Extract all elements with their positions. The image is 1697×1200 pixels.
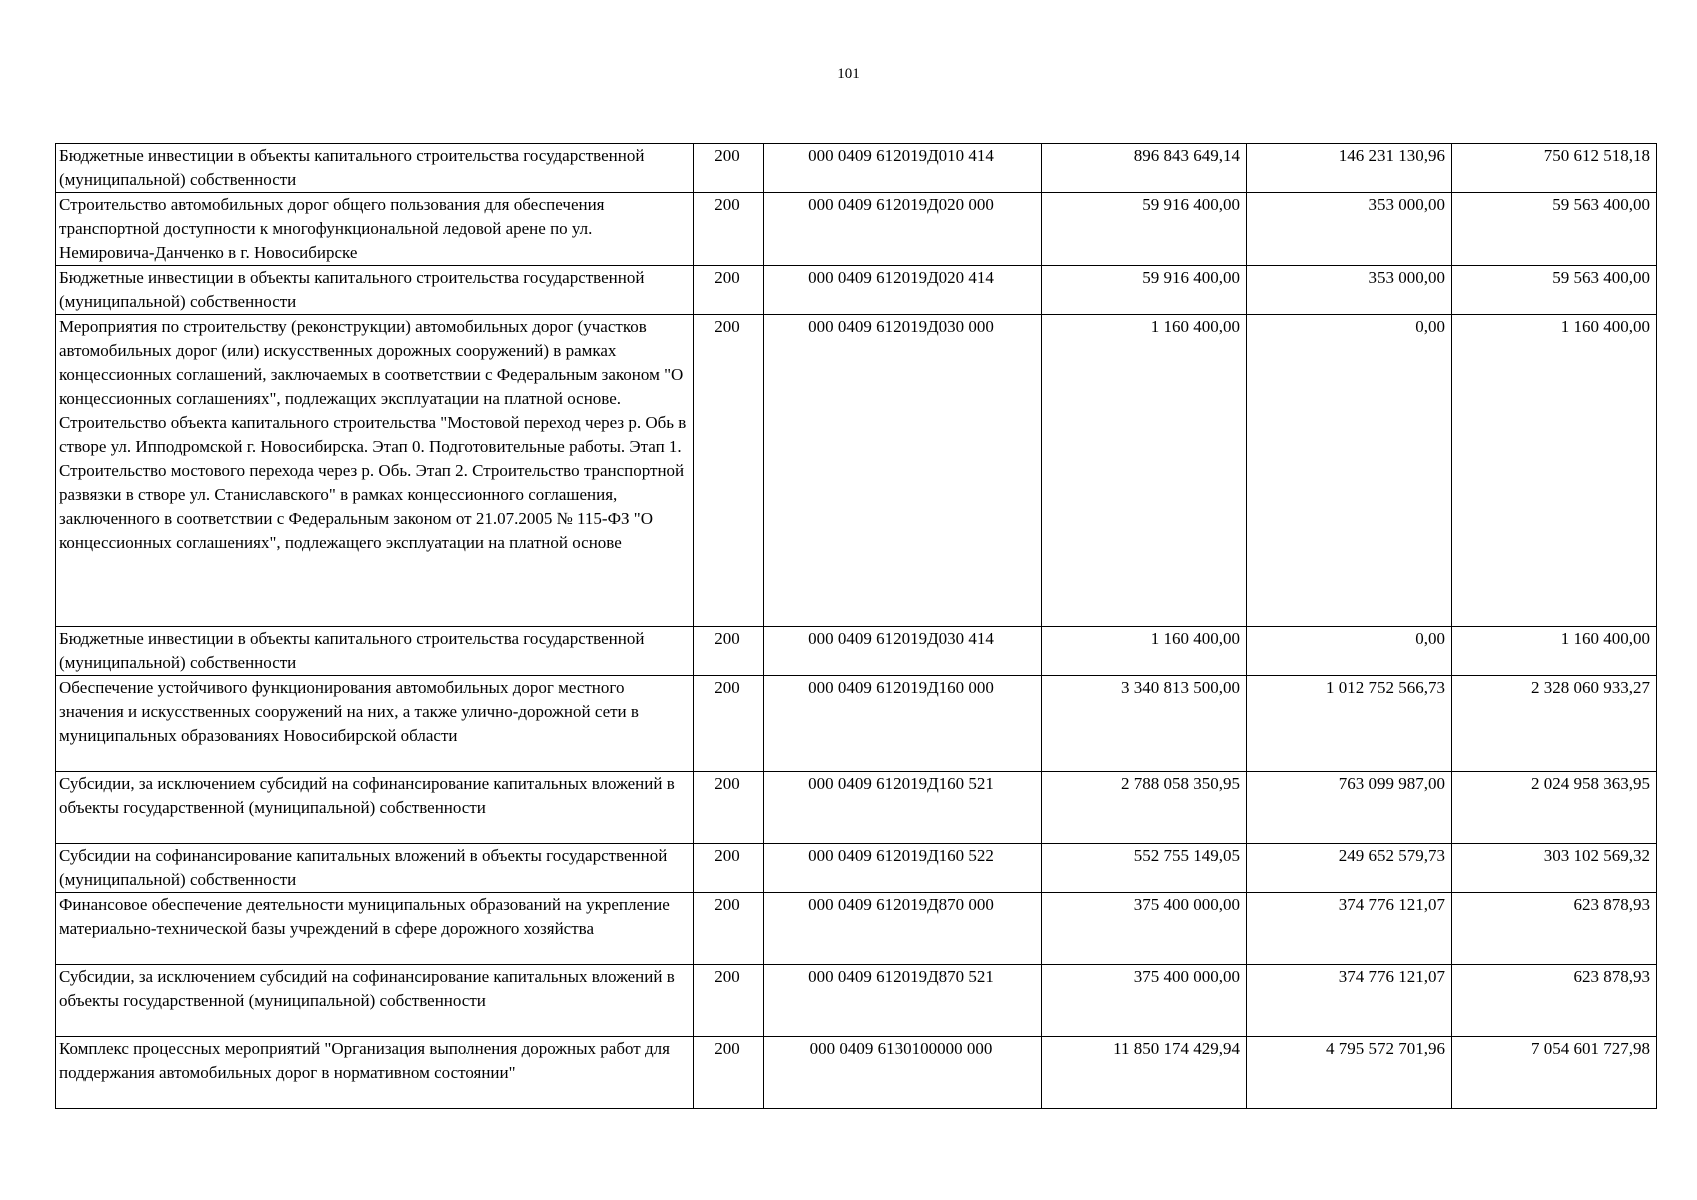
row-executed: 146 231 130,96 <box>1247 144 1452 193</box>
row-approved: 375 400 000,00 <box>1042 965 1247 1037</box>
row-approved: 1 160 400,00 <box>1042 315 1247 627</box>
row-unexecuted: 1 160 400,00 <box>1452 627 1657 676</box>
row-code: 200 <box>694 315 764 627</box>
row-unexecuted: 623 878,93 <box>1452 893 1657 965</box>
row-executed: 4 795 572 701,96 <box>1247 1037 1452 1109</box>
row-executed: 374 776 121,07 <box>1247 893 1452 965</box>
row-classification-code: 000 0409 612019Д010 414 <box>764 144 1042 193</box>
row-name: Субсидии на софинансирование капитальных вложений в объекты государственной (муниципальной) собственности <box>56 844 694 893</box>
row-name: Бюджетные инвестиции в объекты капитального строительства государственной (муниципальной) собственности <box>56 627 694 676</box>
row-approved: 2 788 058 350,95 <box>1042 772 1247 844</box>
row-executed: 1 012 752 566,73 <box>1247 676 1452 772</box>
row-approved: 375 400 000,00 <box>1042 893 1247 965</box>
row-classification-code: 000 0409 612019Д020 000 <box>764 193 1042 266</box>
row-unexecuted: 623 878,93 <box>1452 965 1657 1037</box>
row-approved: 11 850 174 429,94 <box>1042 1037 1247 1109</box>
row-code: 200 <box>694 1037 764 1109</box>
row-code: 200 <box>694 844 764 893</box>
table-row <box>56 627 1657 676</box>
row-code: 200 <box>694 965 764 1037</box>
row-code: 200 <box>694 893 764 965</box>
row-approved: 896 843 649,14 <box>1042 144 1247 193</box>
row-name: Субсидии, за исключением субсидий на софинансирование капитальных вложений в объекты государственной (муниципальной) собственности <box>56 772 694 844</box>
table-row <box>56 844 1657 893</box>
row-executed: 353 000,00 <box>1247 193 1452 266</box>
row-name: Финансовое обеспечение деятельности муниципальных образований на укрепление материально-технической базы учреждений в сфере дорожного хозяйства <box>56 893 694 965</box>
row-unexecuted: 303 102 569,32 <box>1452 844 1657 893</box>
row-executed: 0,00 <box>1247 627 1452 676</box>
table-row <box>56 676 1657 772</box>
table-row <box>56 193 1657 266</box>
row-executed: 763 099 987,00 <box>1247 772 1452 844</box>
row-code: 200 <box>694 627 764 676</box>
row-executed: 0,00 <box>1247 315 1452 627</box>
row-name: Строительство автомобильных дорог общего пользования для обеспечения транспортной доступности к многофункциональной ледовой арене по ул. Немировича-Данченко в г. Новосибирске <box>56 193 694 266</box>
row-approved: 1 160 400,00 <box>1042 627 1247 676</box>
row-classification-code: 000 0409 612019Д870 521 <box>764 965 1042 1037</box>
budget-table <box>55 143 1657 1109</box>
row-approved: 59 916 400,00 <box>1042 266 1247 315</box>
row-classification-code: 000 0409 612019Д030 414 <box>764 627 1042 676</box>
row-unexecuted: 59 563 400,00 <box>1452 193 1657 266</box>
row-classification-code: 000 0409 612019Д020 414 <box>764 266 1042 315</box>
row-classification-code: 000 0409 612019Д160 000 <box>764 676 1042 772</box>
row-unexecuted: 1 160 400,00 <box>1452 315 1657 627</box>
table-row <box>56 315 1657 627</box>
row-approved: 59 916 400,00 <box>1042 193 1247 266</box>
table-row <box>56 1037 1657 1109</box>
row-name: Обеспечение устойчивого функционирования автомобильных дорог местного значения и искусственных сооружений на них, а также улично-дорожной сети в муниципальных образованиях Новосибирской области <box>56 676 694 772</box>
row-code: 200 <box>694 676 764 772</box>
row-classification-code: 000 0409 612019Д160 522 <box>764 844 1042 893</box>
row-executed: 374 776 121,07 <box>1247 965 1452 1037</box>
row-name: Бюджетные инвестиции в объекты капитального строительства государственной (муниципальной) собственности <box>56 144 694 193</box>
table-row <box>56 144 1657 193</box>
page-number: 101 <box>837 66 860 82</box>
row-code: 200 <box>694 193 764 266</box>
row-unexecuted: 2 024 958 363,95 <box>1452 772 1657 844</box>
row-code: 200 <box>694 772 764 844</box>
table-row <box>56 893 1657 965</box>
row-name: Бюджетные инвестиции в объекты капитального строительства государственной (муниципальной) собственности <box>56 266 694 315</box>
row-unexecuted: 750 612 518,18 <box>1452 144 1657 193</box>
budget-table-body <box>56 144 1657 1109</box>
row-unexecuted: 7 054 601 727,98 <box>1452 1037 1657 1109</box>
table-row <box>56 965 1657 1037</box>
row-name: Мероприятия по строительству (реконструкции) автомобильных дорог (участков автомобильных дорог (или) искусственных дорожных сооружений) в рамках концессионных соглашений, заключаемых в соответствии с Федеральным законом "О концессионных соглашениях", подлежащих эксплуатации на платной основе. Строительство объекта капитального строительства "Мостовой переход через р. Обь в створе ул. Ипподромской г. Новосибирска. Этап 0. Подготовительные работы. Этап 1. Строительство мостового перехода через р. Обь. Этап 2. Строительство транспортной развязки в створе ул. Станиславского" в рамках концессионного соглашения, заключенного в соответствии с Федеральным законом от 21.07.2005 № 115-ФЗ "О концессионных соглашениях", подлежащего эксплуатации на платной основе <box>56 315 694 627</box>
row-classification-code: 000 0409 612019Д030 000 <box>764 315 1042 627</box>
row-executed: 353 000,00 <box>1247 266 1452 315</box>
row-name: Комплекс процессных мероприятий "Организация выполнения дорожных работ для поддержания автомобильных дорог в нормативном состоянии" <box>56 1037 694 1109</box>
row-classification-code: 000 0409 612019Д870 000 <box>764 893 1042 965</box>
row-unexecuted: 2 328 060 933,27 <box>1452 676 1657 772</box>
row-code: 200 <box>694 144 764 193</box>
table-row <box>56 266 1657 315</box>
row-approved: 3 340 813 500,00 <box>1042 676 1247 772</box>
row-classification-code: 000 0409 6130100000 000 <box>764 1037 1042 1109</box>
row-approved: 552 755 149,05 <box>1042 844 1247 893</box>
table-row <box>56 772 1657 844</box>
row-name: Субсидии, за исключением субсидий на софинансирование капитальных вложений в объекты государственной (муниципальной) собственности <box>56 965 694 1037</box>
row-executed: 249 652 579,73 <box>1247 844 1452 893</box>
row-unexecuted: 59 563 400,00 <box>1452 266 1657 315</box>
row-code: 200 <box>694 266 764 315</box>
row-classification-code: 000 0409 612019Д160 521 <box>764 772 1042 844</box>
